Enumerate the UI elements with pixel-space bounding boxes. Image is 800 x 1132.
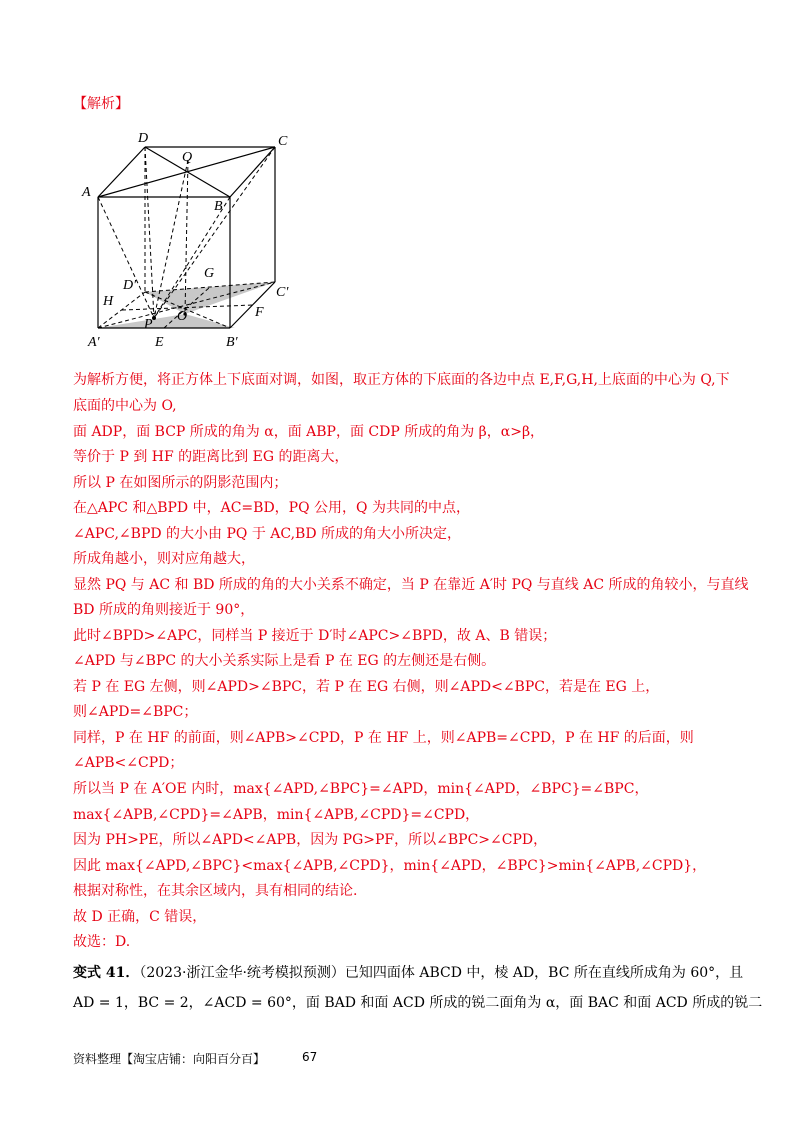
label-C-prime: C′ xyxy=(276,285,289,300)
point-p-dot xyxy=(152,316,156,320)
label-C: C xyxy=(278,134,288,149)
solution-line: 底面的中心为 O, xyxy=(73,398,177,414)
solution-line: 同样，P 在 HF 的前面，则∠APB>∠CPD，P 在 HF 上，则∠APB=∠CPD，P 在 HF 的后面，则 xyxy=(73,730,694,746)
solution-line: ∠APD 与∠BPC 的大小关系实际上是看 P 在 EG 的左侧还是右侧。 xyxy=(73,653,496,669)
solution-line: 因此 max{∠APD,∠BPC}<max{∠APB,∠CPD}，min{∠APD，∠BPC}>min{∠APB,∠CPD}， xyxy=(73,858,707,874)
label-A-prime: A′ xyxy=(88,335,100,350)
variant-line-2: AD = 1，BC = 2，∠ACD = 60°，面 BAD 和面 ACD 所成的锐二面角为 α，面 BAC 和面 ACD 所成的锐二 xyxy=(73,995,763,1011)
solution-line: 若 P 在 EG 左侧，则∠APD>∠BPC，若 P 在 EG 右侧，则∠APD<∠BPC，若是在 EG 上， xyxy=(73,679,660,695)
label-O: O xyxy=(177,309,188,324)
solution-line: ∠APC,∠BPD 的大小由 PQ 于 AC,BD 所成的角大小所决定， xyxy=(73,526,462,542)
solution-line: 根据对称性，在其余区域内，具有相同的结论. xyxy=(73,883,358,899)
solution-line: 因为 PH>PE，所以∠APD<∠APB，因为 PG>PF，所以∠BPC>∠CPD， xyxy=(73,832,548,848)
solution-line: 所以 P 在如图所示的阴影范围内； xyxy=(73,475,288,491)
solution-line: 所以当 P 在 A′OE 内时，max{∠APD,∠BPC}=∠APD，min{∠APD，∠BPC}=∠BPC， xyxy=(73,781,649,797)
label-B: B xyxy=(214,199,223,214)
variant-text-1: （2023·浙江金华·统考模拟预测）已知四面体 ABCD 中，棱 AD，BC 所在直线所成角为 60°，且 xyxy=(139,965,744,981)
label-F: F xyxy=(255,305,264,320)
variant-label: 变式 41． xyxy=(73,965,140,981)
solution-line: BD 所成的角则接近于 90°， xyxy=(73,602,255,618)
variant-line-1 xyxy=(73,962,743,982)
solution-line: max{∠APB,∠CPD}=∠APB，min{∠APB,∠CPD}=∠CPD， xyxy=(73,807,480,823)
solution-line: 故 D 正确，C 错误， xyxy=(73,909,207,925)
solution-line: 等价于 P 到 HF 的距离比到 EG 的距离大， xyxy=(73,449,349,465)
label-D: D xyxy=(138,131,149,146)
label-Q: Q xyxy=(182,150,193,165)
label-P: P xyxy=(144,317,153,332)
section-title: 【解析】 xyxy=(73,96,129,112)
solution-line: 所成角越小，则对应角越大， xyxy=(73,551,255,567)
label-H: H xyxy=(103,294,114,309)
solution-line: 显然 PQ 与 AC 和 BD 所成的角的大小关系不确定，当 P 在靠近 A′时 PQ 与直线 AC 所成的角较小，与直线 xyxy=(73,577,749,593)
label-G: G xyxy=(204,266,215,281)
solution-line: ∠APB<∠CPD； xyxy=(73,755,184,771)
solution-line: 故选：D. xyxy=(73,934,131,950)
solution-line: 面 ADP，面 BCP 所成的角为 α，面 ABP，面 CDP 所成的角为 β，α>β， xyxy=(73,424,545,440)
solution-line: 此时∠BPD>∠APC，同样当 P 接近于 D′时∠APC>∠BPD，故 A、B 错误； xyxy=(73,628,557,644)
footer-text: 资料整理【淘宝店铺：向阳百分百】 xyxy=(73,1052,266,1066)
page-number: 67 xyxy=(302,1050,318,1064)
solution-line: 则∠APD=∠BPC； xyxy=(73,704,198,720)
label-D-prime: D′ xyxy=(123,278,137,293)
solution-line: 在△APC 和△BPD 中，AC=BD，PQ 公用，Q 为共同的中点， xyxy=(73,500,470,516)
label-E: E xyxy=(155,335,164,350)
cube-figure xyxy=(70,124,300,350)
solution-line: 为解析方便，将正方体上下底面对调，如图，取正方体的下底面的各边中点 E,F,G,H,上底面的中心为 Q,下 xyxy=(73,372,730,388)
label-B-prime: B′ xyxy=(226,335,238,350)
label-A: A xyxy=(82,185,91,200)
